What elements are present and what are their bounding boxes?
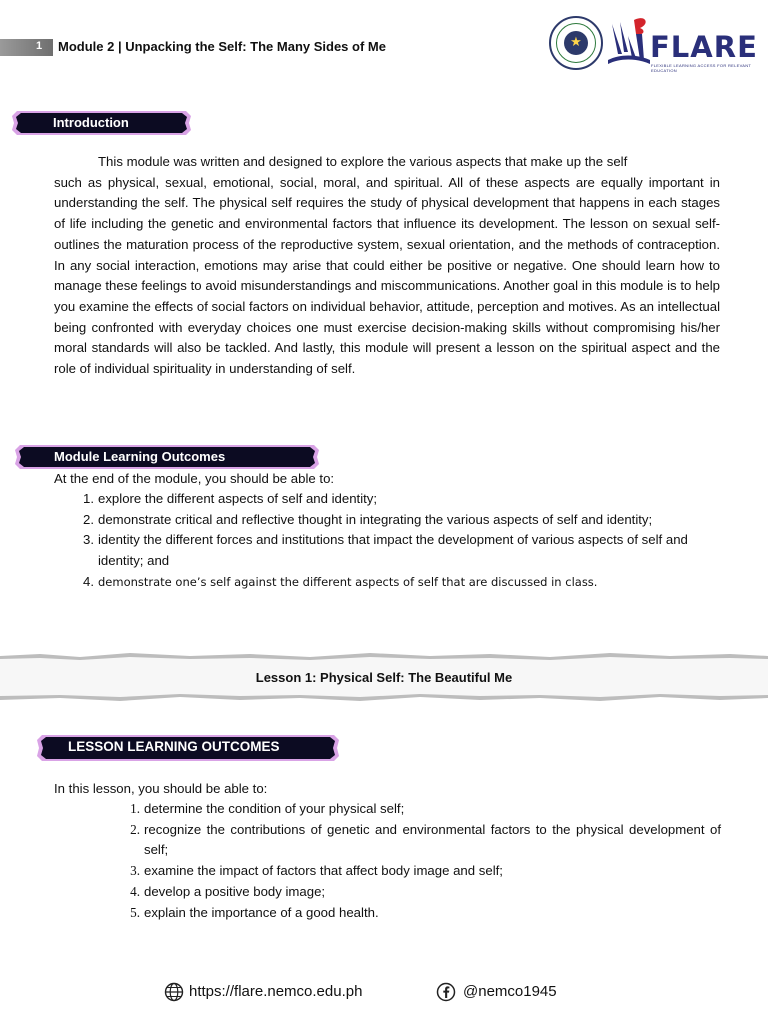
list-item: 2. demonstrate critical and reflective thought in integrating the various aspects of self and identity; bbox=[83, 511, 653, 527]
page-number: 1 bbox=[36, 40, 43, 52]
list-item: 5. explain the importance of a good health. bbox=[130, 904, 379, 920]
website-link[interactable]: https://flare.nemco.edu.ph bbox=[189, 983, 363, 1000]
facebook-icon bbox=[436, 982, 456, 1002]
introduction-banner bbox=[11, 110, 192, 136]
introduction-paragraph bbox=[54, 152, 720, 380]
lesson-outcomes-intro: In this lesson, you should be able to: bbox=[54, 781, 268, 796]
list-item: 4. develop a positive body image; bbox=[130, 883, 326, 899]
module-title: Module 2 | Unpacking the Self: The Many Sides of Me bbox=[58, 39, 386, 54]
module-outcomes-intro: At the end of the module, you should be able to: bbox=[54, 471, 335, 486]
flare-torch-logo bbox=[606, 14, 652, 68]
lesson-outcomes-heading: LESSON LEARNING OUTCOMES bbox=[68, 739, 280, 754]
introduction-heading: Introduction bbox=[53, 115, 129, 130]
flare-logo-tagline: FLEXIBLE LEARNING ACCESS FOR RELEVANT EDUCATION bbox=[651, 63, 752, 73]
school-seal-logo: ★ bbox=[549, 16, 603, 70]
facebook-link[interactable]: @nemco1945 bbox=[463, 983, 557, 1000]
lesson-title: Lesson 1: Physical Self: The Beautiful Me bbox=[255, 670, 513, 685]
list-item: 1. explore the different aspects of self and identity; bbox=[83, 491, 378, 506]
globe-icon bbox=[164, 982, 184, 1002]
list-item: 4. demonstrate one’s self against the different aspects of self that are discussed in class. bbox=[83, 573, 598, 589]
list-item: 2. recognize the contributions of genetic and environmental factors to the physical development of self; bbox=[130, 821, 721, 858]
introduction-body: such as physical, sexual, emotional, social, moral, and spiritual. All of these aspects are equally important in understanding the self. The physical self requires the study of physical development that happens in each stages of life including the genetic and environmental factors that influence its development. The lesson on sexual self-outlines the maturation process of the reproductive system, sexual orientation, and the methods of contraception. In any social interaction, emotions may arise that could either be positive or negative. One should learn how to manage these feelings to avoid misunderstandings and miscommunications. Another goal in this module is to help you examine the effects of social factors on individual behavior, attitude, perception and motives. As an intellectual being confronted with everyday choices one must exercise decision-making skills without compromising his/her moral standards will also be tackled. And lastly, this module will present a lesson on the spiritual aspect and the role of individual spirituality in understanding of self. bbox=[54, 174, 720, 377]
list-item: 1. determine the condition of your physical self; bbox=[130, 801, 405, 816]
module-outcomes-banner bbox=[14, 444, 320, 470]
flare-logo-text: FLARE bbox=[650, 30, 758, 64]
introduction-first-line: This module was written and designed to explore the various aspects that make up the self bbox=[98, 154, 628, 169]
lesson-outcomes-list bbox=[130, 799, 721, 923]
module-outcomes-list bbox=[83, 489, 720, 593]
lesson-outcomes-banner bbox=[36, 734, 340, 760]
page-number-bar bbox=[0, 39, 53, 56]
list-item: 3. identity the different forces and institutions that impact the development of various aspects of self and identity; and bbox=[83, 532, 688, 569]
list-item: 3. examine the impact of factors that affect body image and self; bbox=[130, 863, 503, 879]
module-outcomes-heading: Module Learning Outcomes bbox=[54, 449, 226, 464]
